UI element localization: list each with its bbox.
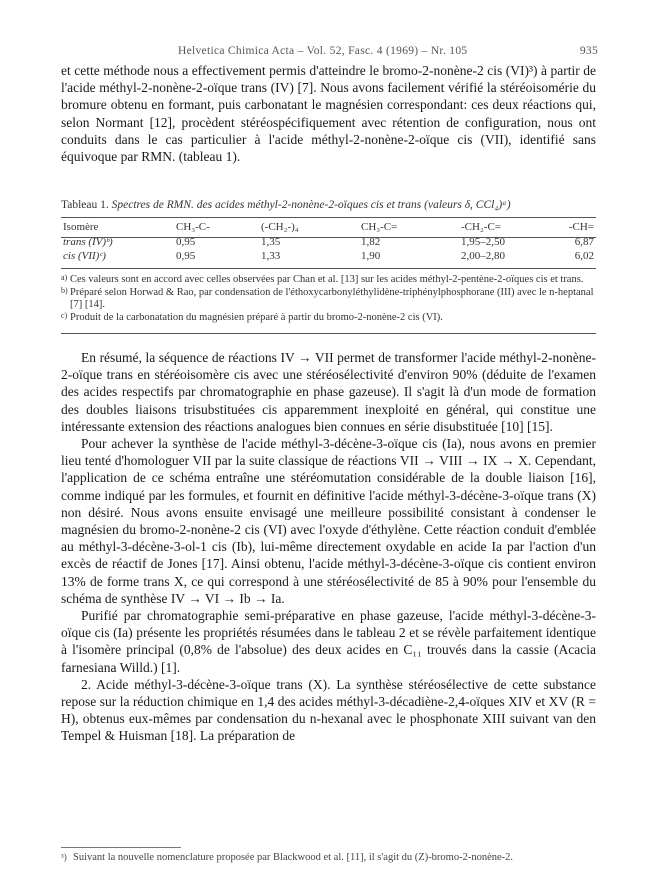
table-header-cell: CH₃-C= (361, 221, 398, 233)
footnote-text: Ces valeurs sont en accord avec celles observées par Chan et al. [13] sur les acides méthyl-2-pentène-2-oïques cis et trans. (70, 274, 584, 285)
footnotes-bottom-rule (61, 333, 596, 334)
table-cell: cis (VII)ᶜ) (63, 250, 106, 262)
footnote-separator (61, 847, 181, 848)
paragraph-3: Pour achever la synthèse de l'acide méthyl-3-décène-3-oïque cis (Ia), nous avons en premier lieu tenté d'homologuer VII par la suite classique de réactions VII → VIII → IX → X. Cependant, l'application de ce schéma entraîne une stéréomutation considérable de la double liaison [16], comme indiqué par les formules, et fournit en définitive l'acide méthyl-3-décène-3-oïque trans (X) non désiré. Nous avons ensuite envisagé une meilleure possibilité consistant à condenser le magnésien du bromo-2-nonène-2 cis (VI) avec l'oxyde d'éthylène. Cette réaction conduit d'emblée au méthyl-3-décène-3-ol-1 cis (Ib), lui-même directement oxydable en acide Ia par l'action d'un excès de réactif de Jones [17]. Ainsi obtenu, l'acide méthyl-3-décène-3-oïque cis contient environ 13% de forme trans X, ce qui correspond à une stéréosélectivité de 85 à 90% pour l'ensemble du schéma de synthèse IV → VI → Ib → Ia. (61, 436, 596, 606)
paragraph-4: Purifié par chromatographie semi-préparative en phase gazeuse, l'acide méthyl-3-décène-3-oïque cis (Ia) présente les propriétés résumées dans le tableau 2 et se révèle parfaitement identique à l'isomère principal (0,8% de l'absolue) des deux acides en C₁₁ trouvés dans la cassie (Acacia farnesiana Willd.) [1]. (61, 608, 596, 675)
table-header-cell: CH₃-C- (176, 221, 210, 233)
footnote-mark: c) (61, 310, 68, 320)
footnote-text: Préparé selon Horwad & Rao, par condensation de l'éthoxycarbonyléthylidène-triphénylphosphorane (III) avec le n-heptanal [7] [14]. (70, 286, 594, 310)
table-caption-title: Spectres de RMN. des acides méthyl-2-nonène-2-oïques cis et trans (valeurs δ, CCl₄)ᵃ) (111, 199, 511, 211)
footnote-mark: b) (61, 285, 68, 295)
table-header-rule (61, 237, 596, 238)
footnote-text: Suivant la nouvelle nomenclature proposée par Blackwood et al. [11], il s'agit du (Z)-bromo-2-nonène-2. (73, 852, 514, 863)
table-header-row (61, 221, 596, 236)
table-header-cell: Isomère (63, 221, 99, 233)
table-row (61, 236, 596, 250)
table-cell: 1,35 (261, 236, 281, 248)
table-cell: trans (IV)ᵇ) (63, 236, 113, 248)
table-caption-label: Tableau 1. (61, 199, 109, 211)
paragraph-2: En résumé, la séquence de réactions IV → VII permet de transformer l'acide méthyl-2-nonène-2-oïque trans en stéréoisomère cis avec une stéréosélectivité d'environ 90% (déduite de l'examen des acides respectifs par chromatographie en phase gazeuse). Il s'agit là d'un mode de formation des doubles liaisons trisubstituées cis apparemment inexploité en général, qui constitue une intéressante extension des réactions analogues bien connues en série disubstituée [10] [15]. (61, 350, 596, 434)
table-cell: 1,33 (261, 250, 281, 262)
table-cell: 6,87 (574, 236, 594, 248)
table-row (61, 250, 596, 264)
table-bottom-rule (61, 268, 596, 269)
table-header-cell: -CH= (568, 221, 594, 233)
table-cell: 2,00–2,80 (461, 250, 505, 262)
footnote-mark: ³) (61, 852, 67, 862)
table-cell: 6,02 (574, 250, 594, 262)
page-footnote (61, 851, 596, 864)
journal-title: Helvetica Chimica Acta – Vol. 52, Fasc. 4 (1969) – Nr. 105 (178, 45, 468, 57)
table-footnote (61, 312, 596, 325)
table-cell: 0,95 (176, 236, 196, 248)
page-number: 935 (579, 45, 598, 57)
table-top-rule (61, 217, 596, 218)
footnote-text: Produit de la carbonatation du magnésien préparé à partir du bromo-2-nonène-2 cis (VI). (70, 311, 443, 323)
table-caption (61, 199, 511, 211)
table-footnote (61, 274, 596, 287)
table-cell: 1,90 (361, 250, 381, 262)
paragraph-1: et cette méthode nous a effectivement permis d'atteindre le bromo-2-nonène-2 cis (VI)³) à partir de l'acide méthyl-2-nonène-2-oïque trans (IV) [7]. Nous avons facilement vérifié la stéréoisomérie du bromure obtenu en formant, puis carbonatant le magnésien correspondant: ces deux réactions qui, selon Normant [12], procèdent stéréospécifiquement avec rétention de configuration, nous ont conduits dans le cas particulier à l'acide méthyl-2-nonène-2-oïque cis (VII), identifié sans équivoque par RMN. (tableau 1). (61, 63, 596, 165)
table-cell: 1,82 (361, 236, 381, 248)
footnote-mark: a) (61, 273, 68, 282)
table-footnotes (61, 274, 596, 324)
table-footnote (61, 287, 596, 312)
table-cell: 0,95 (176, 250, 196, 262)
paragraph-5: 2. Acide méthyl-3-décène-3-oïque trans (X). La synthèse stéréosélective de cette substance repose sur la réduction chimique en 1,4 des acides méthyl-3-décadiène-2,4-oïques XIV et XV (R = H), obtenus eux-mêmes par condensation du n-hexanal avec le phosphonate XIII suivant van den Tempel & Huisman [18]. La préparation de (61, 676, 596, 744)
table-cell: 1,95–2,50 (461, 236, 505, 248)
table-header-cell: (-CH₂-)₄ (261, 221, 299, 233)
table-header-cell: -CH₂-C= (461, 221, 501, 233)
nmr-table (61, 221, 596, 264)
body-text (61, 349, 596, 745)
